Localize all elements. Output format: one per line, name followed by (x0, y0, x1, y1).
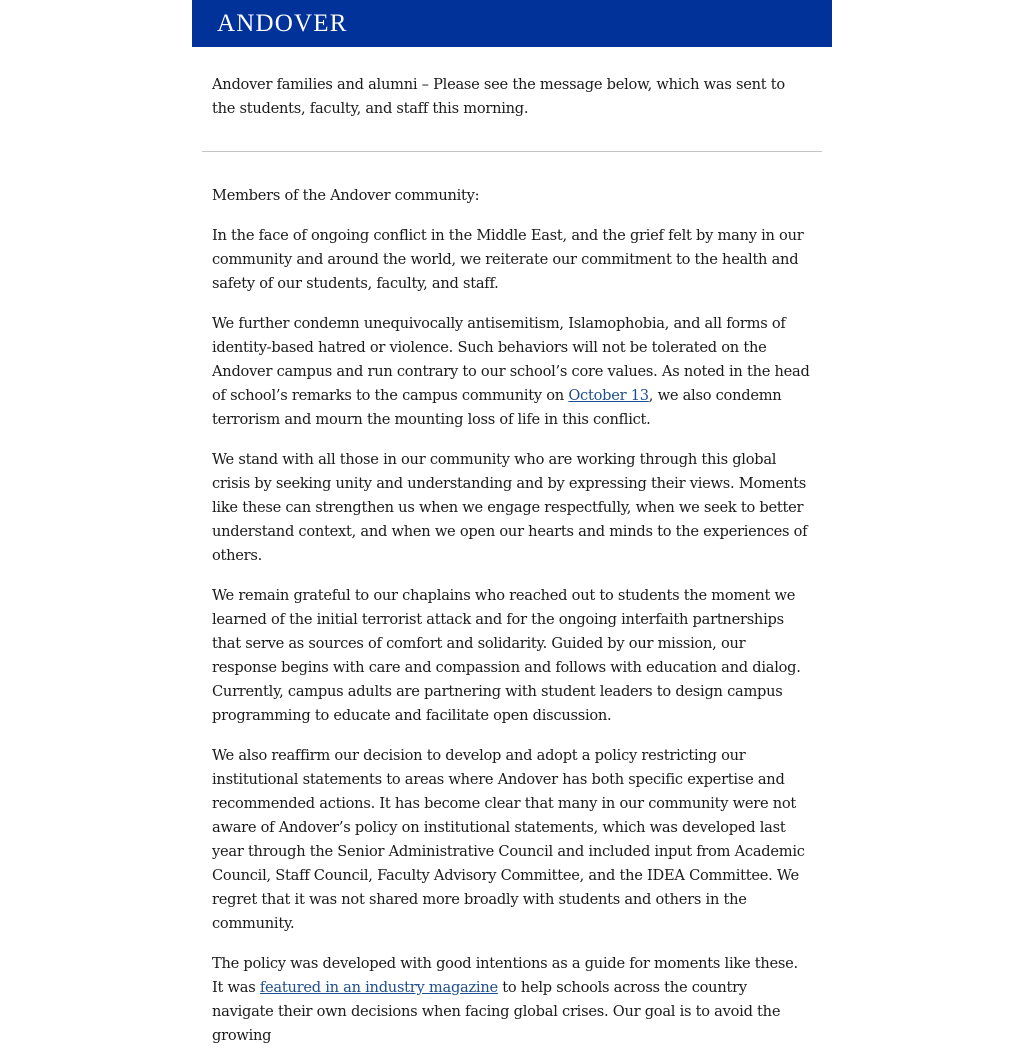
intro-section (192, 73, 832, 121)
message-body (192, 184, 832, 1048)
paragraph-6-text-before: The policy was developed with good intentions as a guide for moments like these. It was (212, 955, 798, 996)
email-container (192, 0, 832, 1064)
salutation: Members of the Andover community: (212, 187, 480, 204)
paragraph-2-text-before: We further condemn unequivocally antisemitism, Islamophobia, and all forms of identity-based hatred or violence. Such behaviors will not be tolerated on the Andover campus and run contrary to our school’s core values. As noted in the head of school’s remarks to the campus community on (212, 315, 810, 404)
section-divider (202, 151, 822, 152)
andover-logo: ANDOVER (217, 10, 348, 37)
paragraph-6-text-after: to help schools across the country navigate their own decisions when facing global crises. Our goal is to avoid the growing (212, 979, 781, 1044)
paragraph-3: We stand with all those in our community who are working through this global crisis by seeking unity and understanding and by expressing their views. Moments like these can strengthen us when we engage respectfully, when we seek to better understand context, and when we open our hearts and minds to the experiences of others. (212, 451, 808, 564)
paragraph-2 (212, 312, 812, 432)
intro-text: Andover families and alumni – Please see the message below, which was sent to the students, faculty, and staff this morning. (212, 76, 785, 117)
paragraph-6 (212, 952, 812, 1048)
industry-magazine-link[interactable]: featured in an industry magazine (259, 979, 498, 996)
paragraph-2-text-after: , we also condemn terrorism and mourn the mounting loss of life in this conflict. (212, 387, 782, 428)
paragraph-5: We also reaffirm our decision to develop and adopt a policy restricting our institutional statements to areas where Andover has both specific expertise and recommended actions. It has become clear that many in our community were not aware of Andover’s policy on institutional statements, which was developed last year through the Senior Administrative Council and included input from Academic Council, Staff Council, Faculty Advisory Committee, and the IDEA Committee. We regret that it was not shared more broadly with students and others in the community. (212, 747, 805, 932)
paragraph-4: We remain grateful to our chaplains who reached out to students the moment we learned of the initial terrorist attack and for the ongoing interfaith partnerships that serve as sources of comfort and solidarity. Guided by our mission, our response begins with care and compassion and follows with education and dialog. Currently, campus adults are partnering with student leaders to design campus programming to educate and facilitate open discussion. (212, 587, 801, 724)
paragraph-1: In the face of ongoing conflict in the Middle East, and the grief felt by many in our community and around the world, we reiterate our commitment to the health and safety of our students, faculty, and staff. (212, 227, 804, 292)
header-banner (192, 0, 832, 47)
october-13-link[interactable]: October 13 (568, 387, 649, 404)
